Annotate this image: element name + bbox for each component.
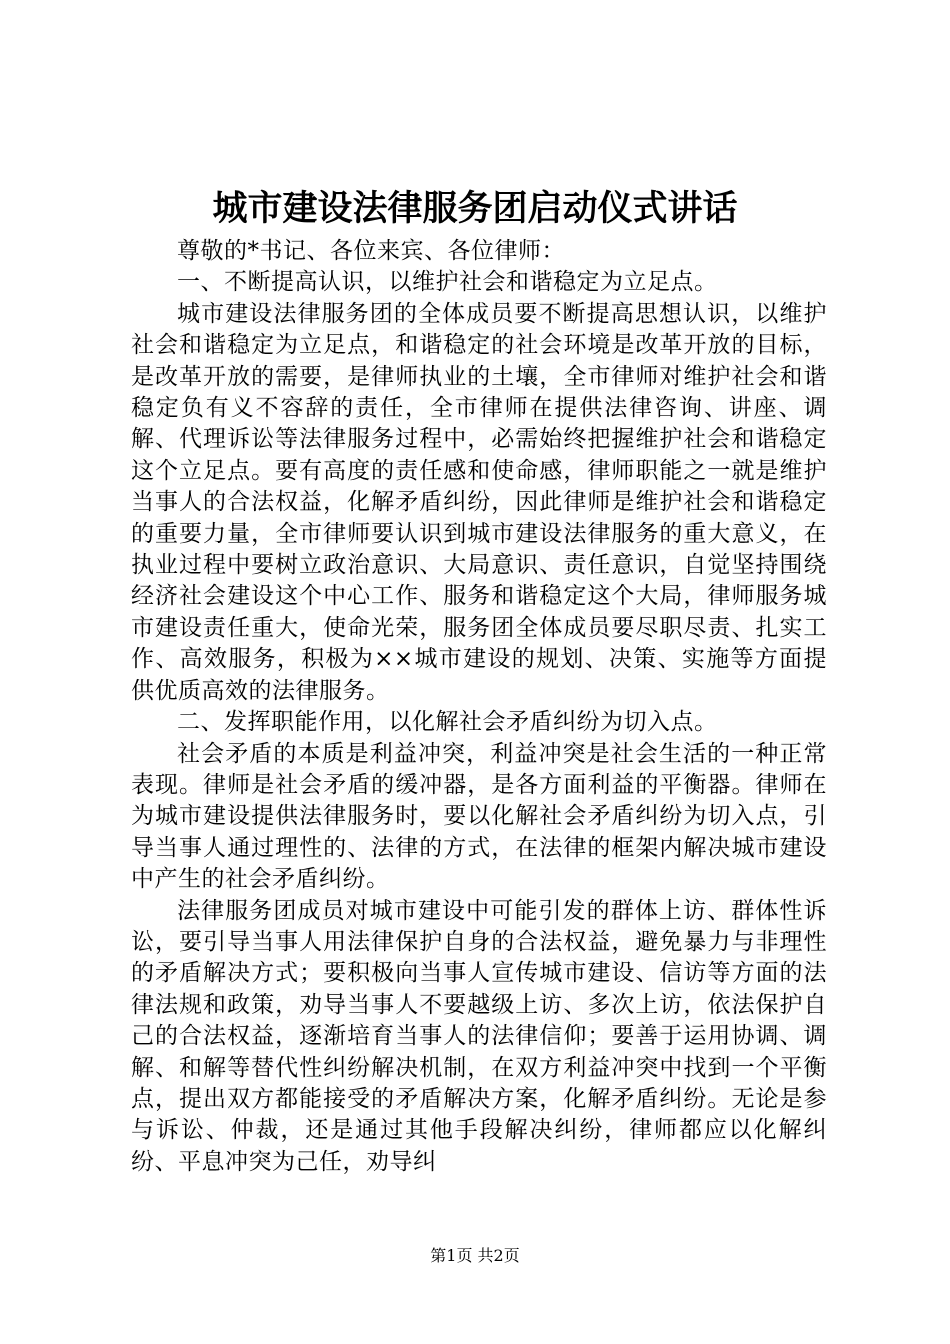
body-paragraph: 城市建设法律服务团的全体成员要不断提高思想认识，以维护社会和谐稳定为立足点，和谐稳定的社会环境是改革开放的目标，是改革开放的需要，是律师执业的土壤，全市律师对维护社会和谐稳定负有义不容辞的责任，全市律师在提供法律咨询、讲座、调解、代理诉讼等法律服务过程中，必需始终把握维护社会和谐稳定这个立足点。要有高度的责任感和使命感，律师职能之一就是维护当事人的合法权益，化解矛盾纠纷，因此律师是维护社会和谐稳定的重要力量，全市律师要认识到城市建设法律服务的重大意义，在执业过程中要树立政治意识、大局意识、责任意识，自觉坚持围绕经济社会建设这个中心工作、服务和谐稳定这个大局，律师服务城市建设责任重大，使命光荣，服务团全体成员要尽职尽责、扎实工作、高效服务，积极为××城市建设的规划、决策、实施等方面提供优质高效的法律服务。 [131, 300, 827, 704]
body-paragraph: 社会矛盾的本质是利益冲突，利益冲突是社会生活的一种正常表现。律师是社会矛盾的缓冲器，是各方面利益的平衡器。律师在为城市建设提供法律服务时，要以化解社会矛盾纠纷为切入点，引导当事人通过理性的、法律的方式，在法律的框架内解决城市建设中产生的社会矛盾纠纷。 [131, 740, 827, 893]
document-body [131, 236, 827, 1178]
section-heading-2: 二、发挥职能作用，以化解社会矛盾纠纷为切入点。 [177, 709, 718, 736]
document-title: 城市建设法律服务团启动仪式讲话 [212, 188, 738, 229]
page-footer: 第1页 共2页 [430, 1246, 520, 1265]
salutation: 尊敬的*书记、各位来宾、各位律师： [177, 238, 565, 264]
section-heading-1: 一、不断提高认识，以维护社会和谐稳定为立足点。 [177, 269, 718, 296]
body-paragraph: 法律服务团成员对城市建设中可能引发的群体上访、群体性诉讼，要引导当事人用法律保护自身的合法权益，避免暴力与非理性的矛盾解决方式；要积极向当事人宣传城市建设、信访等方面的法律法规和政策，劝导当事人不要越级上访、多次上访，依法保护自己的合法权益，逐渐培育当事人的法律信仰；要善于运用协调、调解、和解等替代性纠纷解决机制，在双方利益冲突中找到一个平衡点，提出双方都能接受的矛盾解决方案，化解矛盾纠纷。无论是参与诉讼、仲裁，还是通过其他手段解决纠纷，律师都应以化解纠纷、平息冲突为己任，劝导纠 [131, 897, 827, 1175]
